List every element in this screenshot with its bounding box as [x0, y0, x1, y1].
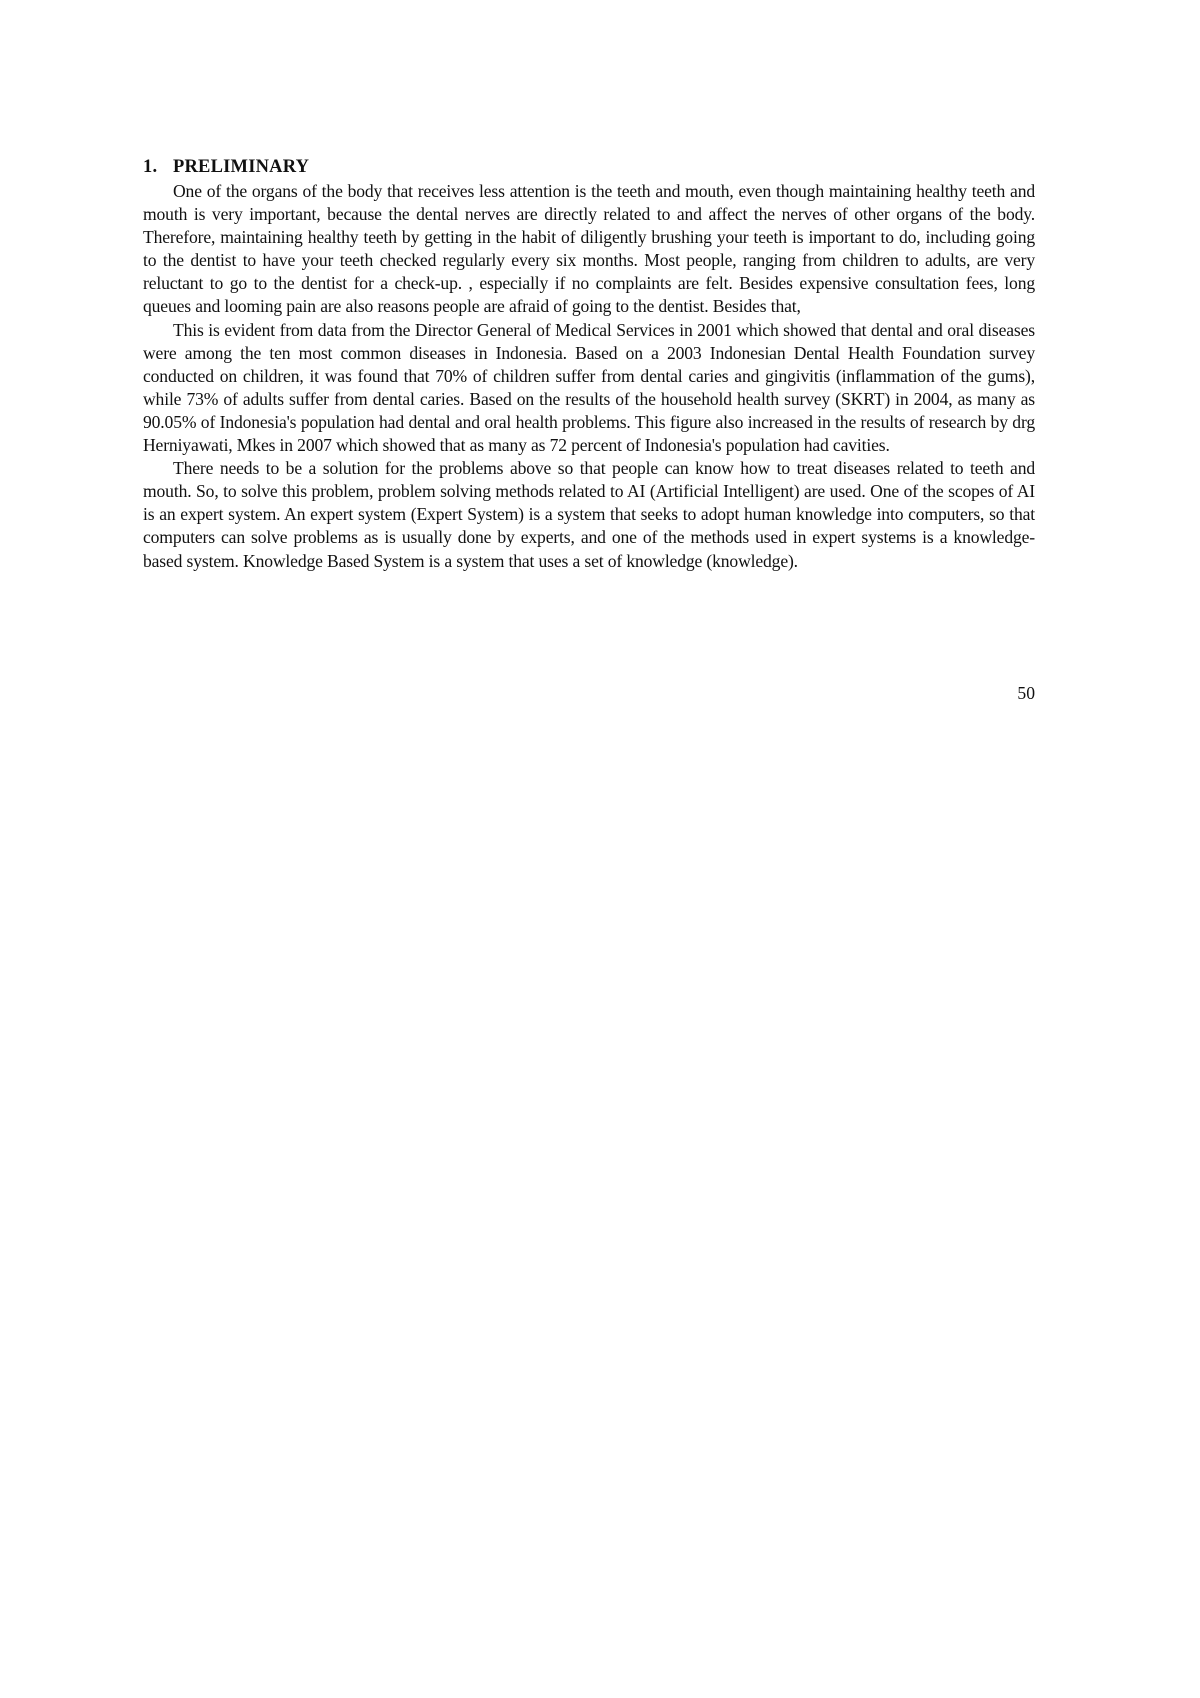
paragraph-2: This is evident from data from the Director General of Medical Services in 2001 which showed that dental and oral diseases were among the ten most common diseases in Indonesia. Based on a 2003 Indonesian Dental Health Foundation survey conducted on children, it was found that 70% of children suffer from dental caries and gingivitis (inflammation of the gums), while 73% of adults suffer from dental caries. Based on the results of the household health survey (SKRT) in 2004, as many as 90.05% of Indonesia's population had dental and oral health problems. This figure also increased in the results of research by drg Herniyawati, Mkes in 2007 which showed that as many as 72 percent of Indonesia's population had cavities. — [143, 319, 1035, 456]
section-title: PRELIMINARY — [173, 157, 310, 177]
paragraph-1: One of the organs of the body that receives less attention is the teeth and mouth, even though maintaining healthy teeth and mouth is very important, because the dental nerves are directly related to and affect the nerves of other organs of the body. Therefore, maintaining healthy teeth by getting in the habit of diligently brushing your teeth is important to do, including going to the dentist to have your teeth checked regularly every six months. Most people, ranging from children to adults, are very reluctant to go to the dentist for a check-up. , especially if no complaints are felt. Besides expensive consultation fees, long queues and looming pain are also reasons people are afraid of going to the dentist. Besides that, — [143, 181, 1035, 317]
section-number: 1. — [143, 157, 158, 177]
section-heading — [143, 156, 1035, 179]
page-content — [143, 156, 1035, 573]
paragraph-3: There needs to be a solution for the problems above so that people can know how to treat diseases related to teeth and mouth. So, to solve this problem, problem solving methods related to AI (Artificial Intelligent) are used. One of the scopes of AI is an expert system. An expert system (Expert System) is a system that seeks to adopt human knowledge into computers, so that computers can solve problems as is usually done by experts, and one of the methods used in expert systems is a knowledge-based system. Knowledge Based System is a system that uses a set of knowledge (knowledge). — [143, 458, 1035, 571]
page-number: 50 — [1017, 683, 1035, 703]
